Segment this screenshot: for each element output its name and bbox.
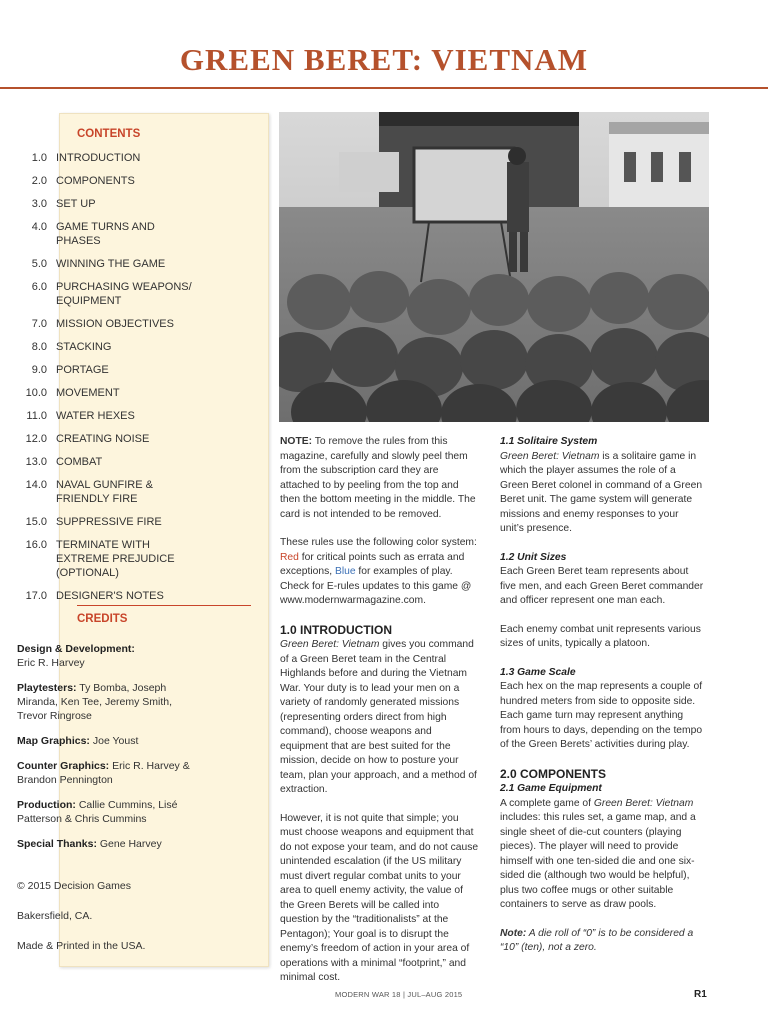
solitaire-paragraph: Green Beret: Vietnam is a solitaire game in which the player assumes the role of a Green Beret colonel in command of a Green Beret unit. The game system will generate missions and enemy responses to your unit’s presence. [500,450,703,534]
toc-item[interactable]: 5.0 WINNING THE GAME [31,258,166,270]
credit-thanks: Special Thanks: Gene Harvey [17,838,162,850]
contents-heading: CONTENTS [77,128,141,140]
made-in: Made & Printed in the USA. [17,940,146,952]
hero-photo [279,112,709,422]
toc-item[interactable]: 14.0 NAVAL GUNFIRE & FRIENDLY FIRE [25,479,153,505]
credit-counters: Counter Graphics: Eric R. Harvey & Brandon Pennington [17,760,190,786]
toc-item[interactable]: 16.0 TERMINATE WITH EXTREME PREJUDICE (OPTIONAL) [25,539,175,579]
rules-column-left [280,435,480,1000]
section-heading-introduction: 1.0 INTRODUCTION [280,622,393,637]
toc-item[interactable]: 3.0 SET UP [31,198,96,210]
toc-item[interactable]: 4.0 GAME TURNS AND PHASES [31,221,155,247]
credit-production: Production: Callie Cummins, Lisé Patterson & Chris Cummins [17,799,178,825]
toc-item[interactable]: 8.0 STACKING [31,341,112,353]
intro-paragraph: Green Beret: Vietnam gives you command of a Green Beret team in the Central Highlands before and during the Vietnam War. Your duty is to lead your men on a variety of randomly generated missions (representing orders direct from high command), choose weapons and equipment that are best suited for the mission, decide on how to posture your team, plan your approach, and a method of extraction. [280,639,477,795]
toc-item[interactable]: 6.0 PURCHASING WEAPONS/ EQUIPMENT [31,281,192,307]
toc-item[interactable]: 2.0 COMPONENTS [31,175,135,187]
credit-map: Map Graphics: Joe Youst [17,735,139,747]
toc-item[interactable]: 10.0 MOVEMENT [25,387,120,399]
rules-column-right [500,435,705,970]
color-system-paragraph: These rules use the following color system: Red for critical points such as errata and exceptions, Blue for examples of play. Check for E-rules updates to this game @ www.modernwarmagazine.com. [280,537,477,606]
heading-game-equipment: 2.1 Game Equipment [500,783,602,794]
game-scale-paragraph: Each hex on the map represents a couple of hundred meters from side to opposite side. Each game turn may represent anything from hours to days, depending on the tempo of the Green Berets’ activities during play. [500,681,703,750]
credits-heading: CREDITS [77,613,128,625]
heading-solitaire: 1.1 Solitaire System [500,436,598,447]
section-heading-components: 2.0 COMPONENTS [500,766,607,781]
credit-design: Design & Development: Eric R. Harvey [17,643,135,669]
toc-item[interactable]: 1.0 INTRODUCTION [31,152,141,164]
note-paragraph: NOTE: To remove the rules from this magazine, carefully and slowly peel them from the subscription card they are attached to by peeling from the top and then the bottom meeting in the middle. The card is not intended to be removed. [280,436,476,520]
toc-item[interactable]: 15.0 SUPPRESSIVE FIRE [25,516,162,528]
toc-item[interactable]: 11.0 WATER HEXES [26,410,135,422]
equipment-paragraph: A complete game of Green Beret: Vietnam includes: this rules set, a game map, and a single sheet of die-cut counters (playing pieces). The player will need to provide himself with one ten-sided die and one six-sided die (although two would be helpful), plus two coffee mugs or other suitable containers to serve as draw pools. [500,797,696,910]
copyright: © 2015 Decision Games [17,880,131,892]
however-paragraph: However, it is not quite that simple; you must choose weapons and equipment that do not expose your team, and do not cause unintended escalation (if the US military must divert regular combat units to your area to quell enemy activity, the value of the Green Berets will be called into question by the “traditionalists” at the Pentagon); Your goal is to disrupt the enemy’s freedom of action in your area of operations with a minimal “footprint,” and minimal cost. [280,812,479,983]
page-footer: MODERN WAR 18 | JUL–AUG 2015 [335,990,463,999]
toc-item[interactable]: 17.0 DESIGNER'S NOTES [25,590,164,602]
credit-playtesters: Playtesters: Ty Bomba, Joseph Miranda, Ken Tee, Jeremy Smith, Trevor Ringrose [17,682,173,722]
table-of-contents [17,151,202,612]
toc-item[interactable]: 7.0 MISSION OBJECTIVES [31,318,174,330]
die-roll-note: Note: A die roll of “0” is to be considered a “10” (ten), not a zero. [500,927,694,953]
page-number: R1 [694,989,707,1000]
title-rule [0,87,768,89]
location: Bakersfield, CA. [17,910,93,922]
toc-item[interactable]: 9.0 PORTAGE [31,364,109,376]
heading-unit-sizes: 1.2 Unit Sizes [500,551,567,563]
credits-list [17,642,192,969]
heading-game-scale: 1.3 Game Scale [500,666,576,678]
unit-sizes-paragraph: Each Green Beret team represents about five men, and each Green Beret commander and officer represent one man each. [500,566,704,606]
toc-item[interactable]: 12.0 CREATING NOISE [25,433,150,445]
page-title: GREEN BERET: VIETNAM [179,42,589,77]
toc-item[interactable]: 13.0 COMBAT [25,456,103,468]
enemy-units-paragraph: Each enemy combat unit represents various sizes of units, typically a platoon. [500,623,701,649]
